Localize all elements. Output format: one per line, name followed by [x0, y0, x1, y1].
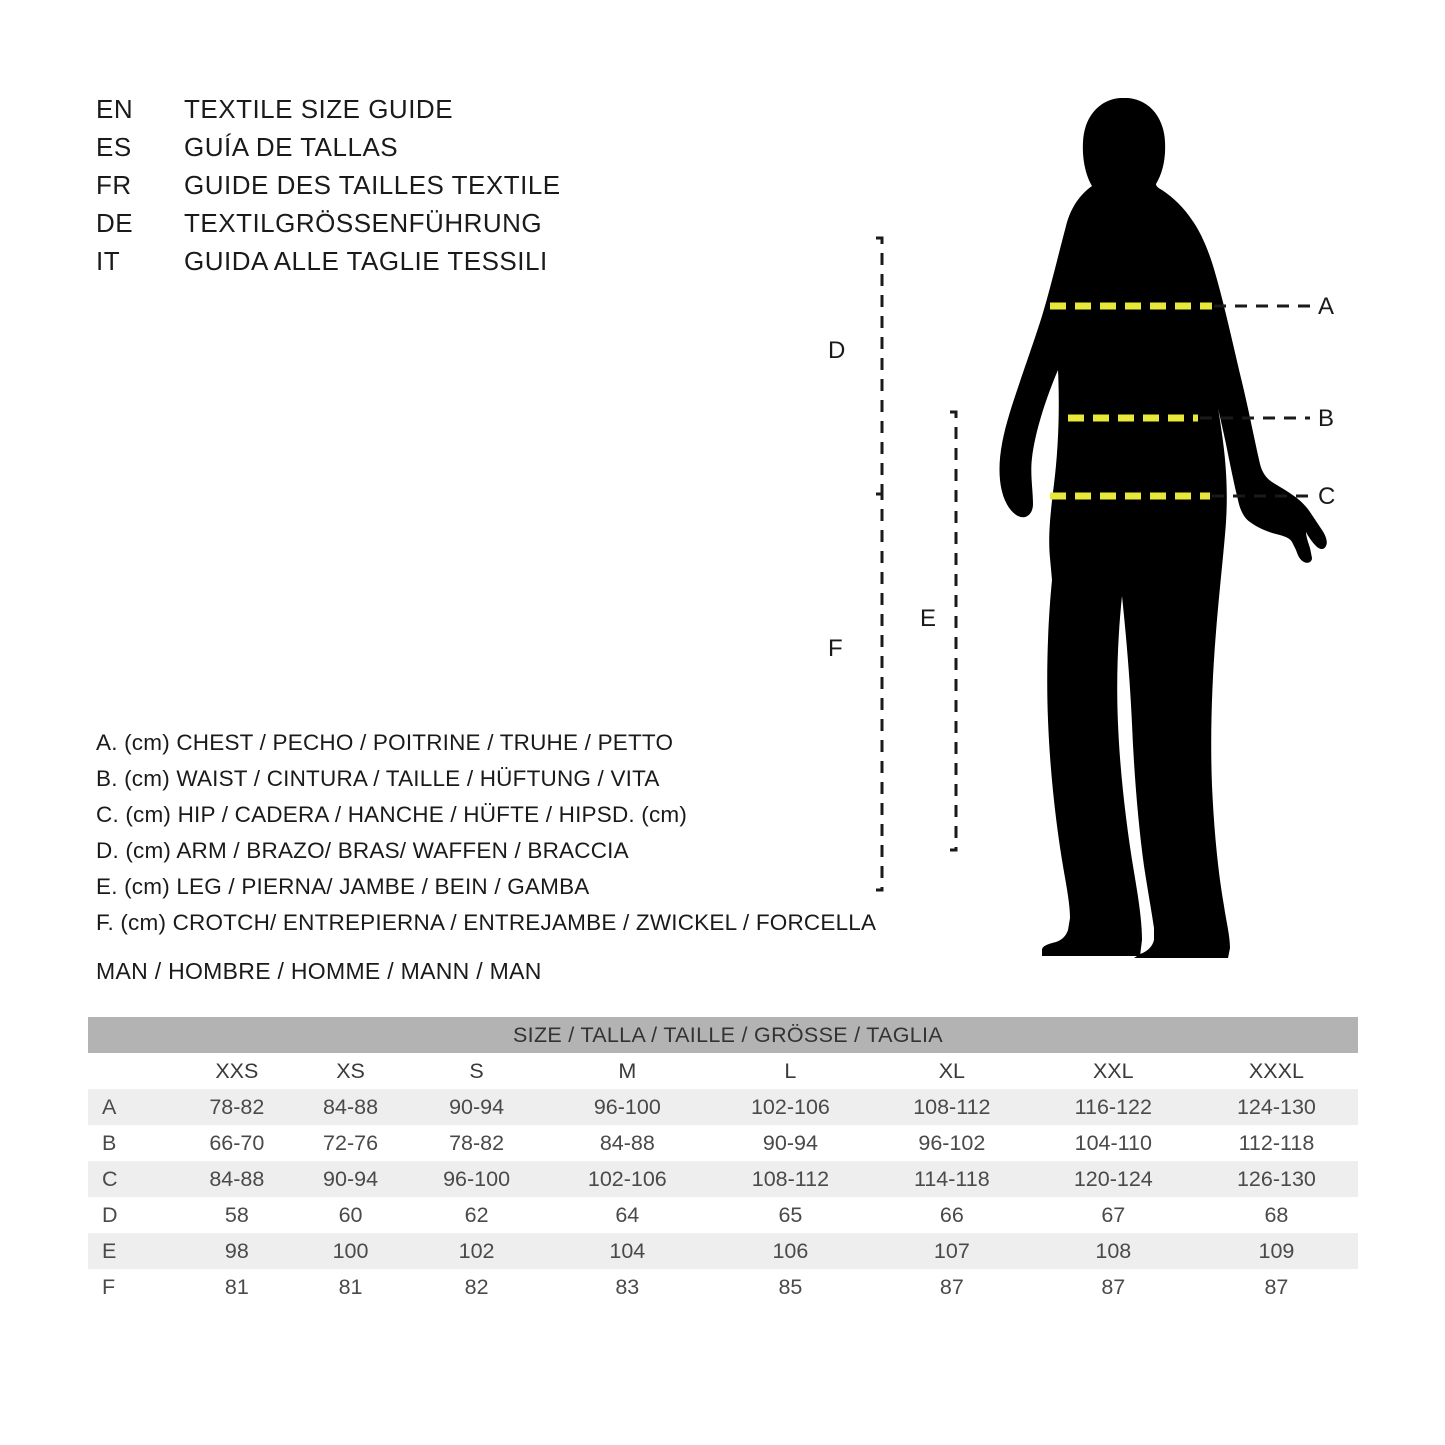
cell-a-l: 102-106	[709, 1089, 872, 1125]
table-row	[88, 1125, 1358, 1161]
legend-block	[96, 725, 896, 941]
cell-b-l: 90-94	[709, 1125, 872, 1161]
callout-label-c: C	[1318, 483, 1336, 510]
cell-e-xxl: 108	[1032, 1233, 1195, 1269]
table-row	[88, 1089, 1358, 1125]
cell-e-l: 106	[709, 1233, 872, 1269]
title-row	[96, 128, 796, 166]
cell-f-xxl: 87	[1032, 1269, 1195, 1305]
cell-e-xxs: 98	[180, 1233, 294, 1269]
row-label-f: F	[88, 1269, 180, 1305]
cell-d-xxxl: 68	[1195, 1197, 1358, 1233]
silhouette-svg	[820, 60, 1390, 960]
title-row	[96, 204, 796, 242]
cell-b-xxs: 66-70	[180, 1125, 294, 1161]
row-label-a: A	[88, 1089, 180, 1125]
table-row	[88, 1269, 1358, 1305]
title-text-it: GUIDA ALLE TAGLIE TESSILI	[184, 246, 548, 276]
gender-label: MAN / HOMBRE / HOMME / MANN / MAN	[96, 958, 542, 984]
col-head-xs: XS	[294, 1053, 408, 1089]
cell-f-xs: 81	[294, 1269, 408, 1305]
row-label-b: B	[88, 1125, 180, 1161]
cell-c-xs: 90-94	[294, 1161, 408, 1197]
cell-f-xxs: 81	[180, 1269, 294, 1305]
title-row	[96, 166, 796, 204]
legend-item-c: C. (cm) HIP / CADERA / HANCHE / HÜFTE / HIPSD. (cm)	[96, 802, 688, 827]
dimension-label-f: F	[828, 635, 843, 662]
title-text-fr: GUIDE DES TAILLES TEXTILE	[184, 170, 561, 200]
col-head-xxxl: XXXL	[1195, 1053, 1358, 1089]
cell-a-xxs: 78-82	[180, 1089, 294, 1125]
col-head-l: L	[709, 1053, 872, 1089]
title-row	[96, 90, 796, 128]
cell-c-m: 102-106	[546, 1161, 709, 1197]
cell-e-m: 104	[546, 1233, 709, 1269]
dimension-label-d: D	[828, 337, 846, 364]
title-lang-es: ES	[96, 132, 132, 162]
cell-b-s: 78-82	[407, 1125, 545, 1161]
dimension-label-e: E	[920, 605, 937, 632]
measurement-figure	[820, 60, 1390, 960]
size-table	[88, 1017, 1358, 1305]
cell-f-s: 82	[407, 1269, 545, 1305]
leg-dimension-line	[950, 412, 956, 850]
cell-f-l: 85	[709, 1269, 872, 1305]
table-header-label: SIZE / TALLA / TAILLE / GRÖSSE / TAGLIA	[88, 1017, 1358, 1053]
cell-e-xs: 100	[294, 1233, 408, 1269]
cell-f-m: 83	[546, 1269, 709, 1305]
title-text-en: TEXTILE SIZE GUIDE	[184, 94, 454, 124]
table-row	[88, 1197, 1358, 1233]
table-header-bar	[88, 1017, 1358, 1053]
cell-d-xs: 60	[294, 1197, 408, 1233]
cell-e-xxxl: 109	[1195, 1233, 1358, 1269]
table-column-headers	[88, 1053, 1358, 1089]
cell-a-xs: 84-88	[294, 1089, 408, 1125]
table-row	[88, 1161, 1358, 1197]
body-silhouette	[999, 98, 1326, 958]
title-text-es: GUÍA DE TALLAS	[184, 132, 399, 162]
col-head-blank	[88, 1053, 180, 1089]
col-head-s: S	[407, 1053, 545, 1089]
cell-a-s: 90-94	[407, 1089, 545, 1125]
cell-d-xxl: 67	[1032, 1197, 1195, 1233]
cell-e-s: 102	[407, 1233, 545, 1269]
title-lang-de: DE	[96, 208, 134, 238]
cell-b-xl: 96-102	[872, 1125, 1032, 1161]
cell-f-xxxl: 87	[1195, 1269, 1358, 1305]
cell-f-xl: 87	[872, 1269, 1032, 1305]
cell-d-s: 62	[407, 1197, 545, 1233]
table-row	[88, 1233, 1358, 1269]
col-head-xxl: XXL	[1032, 1053, 1195, 1089]
cell-a-m: 96-100	[546, 1089, 709, 1125]
title-row	[96, 242, 796, 280]
cell-a-xl: 108-112	[872, 1089, 1032, 1125]
cell-d-xxs: 58	[180, 1197, 294, 1233]
title-lang-en: EN	[96, 94, 134, 124]
callout-label-b: B	[1318, 405, 1335, 432]
col-head-xl: XL	[872, 1053, 1032, 1089]
cell-c-xl: 114-118	[872, 1161, 1032, 1197]
col-head-m: M	[546, 1053, 709, 1089]
row-label-c: C	[88, 1161, 180, 1197]
cell-a-xxl: 116-122	[1032, 1089, 1195, 1125]
cell-d-l: 65	[709, 1197, 872, 1233]
legend-item-a: A. (cm) CHEST / PECHO / POITRINE / TRUHE / PETTO	[96, 730, 674, 755]
row-label-d: D	[88, 1197, 180, 1233]
cell-c-s: 96-100	[407, 1161, 545, 1197]
cell-a-xxxl: 124-130	[1195, 1089, 1358, 1125]
title-text-de: TEXTILGRÖSSENFÜHRUNG	[184, 208, 543, 238]
cell-c-l: 108-112	[709, 1161, 872, 1197]
legend-item-b: B. (cm) WAIST / CINTURA / TAILLE / HÜFTUNG / VITA	[96, 766, 660, 791]
cell-e-xl: 107	[872, 1233, 1032, 1269]
cell-b-m: 84-88	[546, 1125, 709, 1161]
callout-label-a: A	[1318, 293, 1335, 320]
title-lang-it: IT	[96, 246, 121, 276]
cell-b-xxxl: 112-118	[1195, 1125, 1358, 1161]
cell-d-m: 64	[546, 1197, 709, 1233]
cell-c-xxxl: 126-130	[1195, 1161, 1358, 1197]
arm-dimension-line	[876, 238, 882, 494]
title-lang-fr: FR	[96, 170, 132, 200]
cell-b-xs: 72-76	[294, 1125, 408, 1161]
legend-item-f: F. (cm) CROTCH/ ENTREPIERNA / ENTREJAMBE / ZWICKEL / FORCELLA	[96, 910, 877, 935]
cell-d-xl: 66	[872, 1197, 1032, 1233]
row-label-e: E	[88, 1233, 180, 1269]
cell-b-xxl: 104-110	[1032, 1125, 1195, 1161]
cell-c-xxl: 120-124	[1032, 1161, 1195, 1197]
legend-item-e: E. (cm) LEG / PIERNA/ JAMBE / BEIN / GAMBA	[96, 874, 590, 899]
title-block	[96, 90, 796, 280]
cell-c-xxs: 84-88	[180, 1161, 294, 1197]
col-head-xxs: XXS	[180, 1053, 294, 1089]
legend-item-d: D. (cm) ARM / BRAZO/ BRAS/ WAFFEN / BRACCIA	[96, 838, 629, 863]
